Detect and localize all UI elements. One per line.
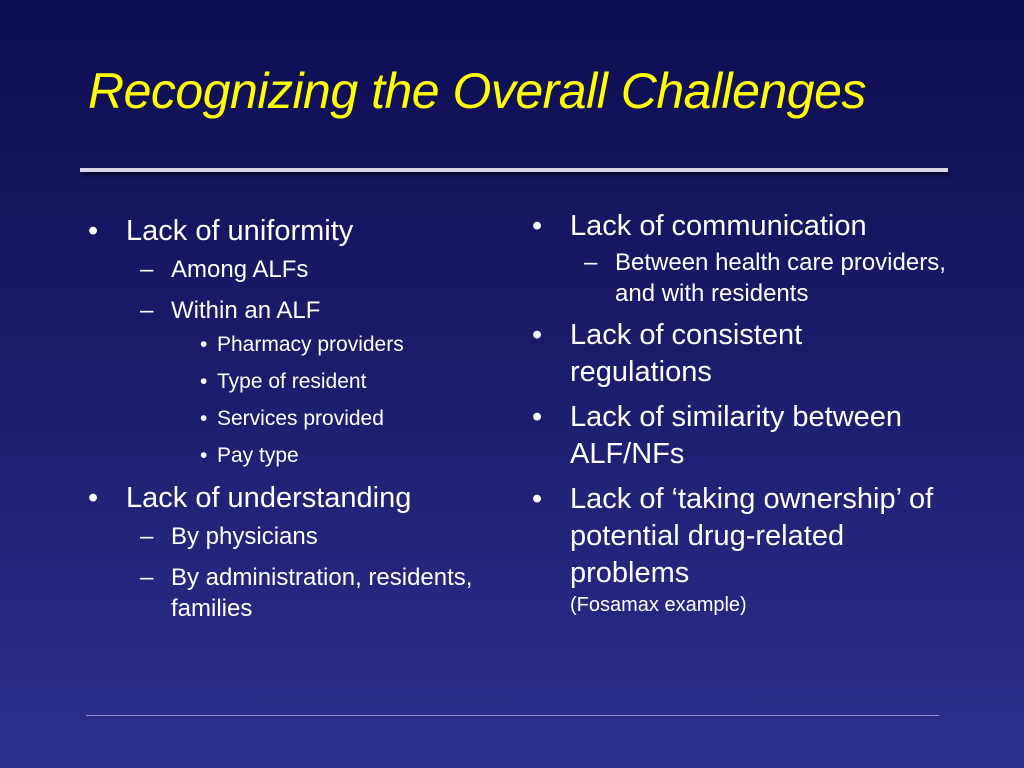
small-bullet-icon: • xyxy=(200,370,208,393)
left-bullet-list xyxy=(88,213,508,634)
sub-list xyxy=(126,254,508,470)
dash-icon: – xyxy=(140,564,154,591)
sub-sub-item-text: Pay type xyxy=(217,444,299,467)
bullet-icon: • xyxy=(88,482,99,514)
right-bullet-list xyxy=(532,208,952,626)
sub-sub-item-text: Services provided xyxy=(217,407,384,430)
sub-list xyxy=(570,247,952,309)
bullet-item xyxy=(532,208,952,309)
dash-icon: – xyxy=(140,297,154,324)
bullet-note: (Fosamax example) xyxy=(570,594,747,616)
bullet-text: Lack of uniformity xyxy=(126,215,354,247)
bullet-text: Lack of communication xyxy=(570,210,867,242)
small-bullet-icon: • xyxy=(200,407,208,430)
small-bullet-icon: • xyxy=(200,444,208,467)
slide-title: Recognizing the Overall Challenges xyxy=(88,63,866,119)
dash-icon: – xyxy=(584,249,598,276)
bullet-item xyxy=(532,317,952,391)
sub-item-text: Within an ALF xyxy=(171,297,321,324)
bullet-text: Lack of consistent regulations xyxy=(570,319,803,388)
sub-sub-item-text: Type of resident xyxy=(217,370,367,393)
sub-item-text: By administration, residents, families xyxy=(171,564,473,622)
bullet-icon: • xyxy=(532,401,543,433)
sub-item-text: By physicians xyxy=(171,523,318,550)
sub-sub-list xyxy=(171,330,508,470)
sub-item-text: Among ALFs xyxy=(171,256,309,283)
sub-item xyxy=(570,247,952,309)
bullet-item xyxy=(88,480,508,624)
bullet-icon: • xyxy=(532,483,543,515)
title-underline xyxy=(80,168,948,172)
sub-item xyxy=(126,254,508,285)
sub-sub-item xyxy=(171,441,508,470)
small-bullet-icon: • xyxy=(200,333,208,356)
sub-item xyxy=(126,521,508,552)
sub-item xyxy=(126,562,508,624)
bullet-item xyxy=(532,399,952,473)
bullet-item xyxy=(88,213,508,470)
bullet-item xyxy=(532,481,952,618)
bullet-icon: • xyxy=(532,319,543,351)
footer-divider xyxy=(86,715,939,716)
bullet-text: Lack of similarity between ALF/NFs xyxy=(570,401,903,470)
bullet-text: Lack of understanding xyxy=(126,482,412,514)
sub-sub-item xyxy=(171,330,508,359)
sub-sub-item-text: Pharmacy providers xyxy=(217,333,404,356)
sub-list xyxy=(126,521,508,624)
dash-icon: – xyxy=(140,256,154,283)
sub-item-text: Between health care providers, and with residents xyxy=(615,249,946,307)
sub-sub-item xyxy=(171,404,508,433)
dash-icon: – xyxy=(140,523,154,550)
sub-item xyxy=(126,295,508,470)
bullet-icon: • xyxy=(88,215,99,247)
bullet-text: Lack of ‘taking ownership’ of potential drug-related problems xyxy=(570,483,934,589)
sub-sub-item xyxy=(171,367,508,396)
bullet-icon: • xyxy=(532,210,543,242)
